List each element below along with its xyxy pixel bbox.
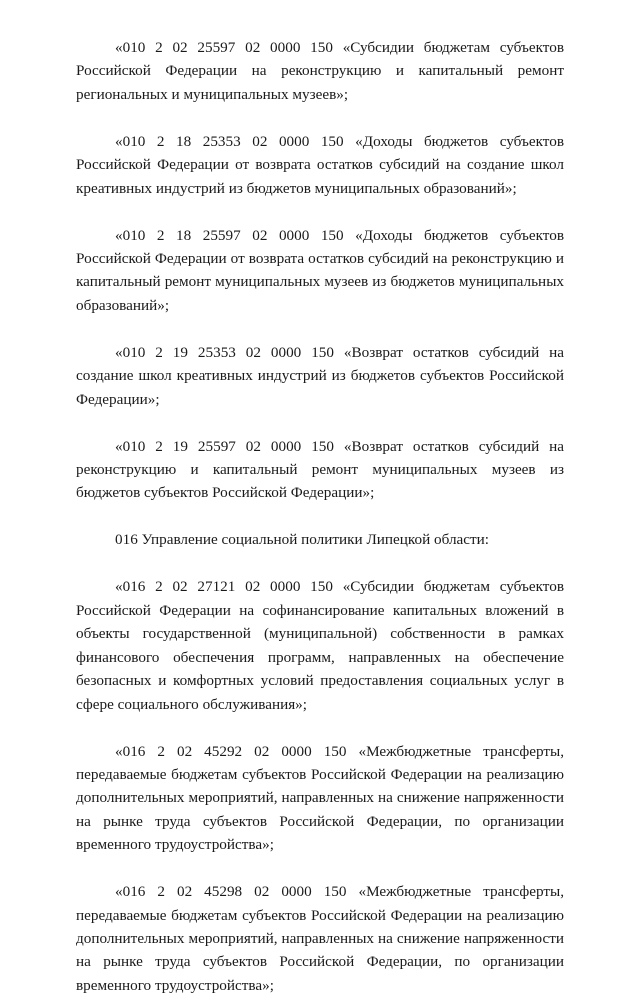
document-page xyxy=(76,36,564,997)
code-paragraph-010-2-18-25597: «010 2 18 25597 02 0000 150 «Доходы бюджетов субъектов Российской Федерации от возврата остатков субсидий на реконструкцию и капитальный ремонт муниципальных музеев из бюджетов муниципальных образований»; xyxy=(76,226,564,314)
code-paragraph-010-2-19-25353: «010 2 19 25353 02 0000 150 «Возврат остатков субсидий на создание школ креативных индустрий из бюджетов субъектов Российской Федерации»; xyxy=(76,343,564,408)
code-paragraph-016-2-02-45298: «016 2 02 45298 02 0000 150 «Межбюджетные трансферты, передаваемые бюджетам субъектов Российской Федерации на реализацию дополнительных мероприятий, направленных на снижение напряженности на рынке труда субъектов Российской Федерации, по организации временного трудоустройства»; xyxy=(76,883,564,994)
code-paragraph-016-2-02-45292: «016 2 02 45292 02 0000 150 «Межбюджетные трансферты, передаваемые бюджетам субъектов Российской Федерации на реализацию дополнительных мероприятий, направленных на снижение напряженности на рынке труда субъектов Российской Федерации, по организации временного трудоустройства»; xyxy=(76,742,564,854)
code-paragraph-016-2-02-27121: «016 2 02 27121 02 0000 150 «Субсидии бюджетам субъектов Российской Федерации на софинансирование капитальных вложений в объекты государственной (муниципальной) собственности в рамках финансового обеспечения программ, направленных на обеспечение безопасных и комфортных условий предоставления социальных услуг в сфере социального обслуживания»; xyxy=(76,578,564,713)
code-paragraph-010-2-18-25353: «010 2 18 25353 02 0000 150 «Доходы бюджетов субъектов Российской Федерации от возврата остатков субсидий на создание школ креативных индустрий из бюджетов муниципальных образований»; xyxy=(76,132,564,197)
code-paragraph-010-2-19-25597: «010 2 19 25597 02 0000 150 «Возврат остатков субсидий на реконструкцию и капитальный ремонт муниципальных музеев из бюджетов субъектов Российской Федерации»; xyxy=(76,437,564,502)
code-paragraph-010-2-02-25597: «010 2 02 25597 02 0000 150 «Субсидии бюджетам субъектов Российской Федерации на реконструкцию и капитальный ремонт региональных и муниципальных музеев»; xyxy=(76,39,564,103)
section-heading-016: 016 Управление социальной политики Липецкой области: xyxy=(115,531,489,549)
